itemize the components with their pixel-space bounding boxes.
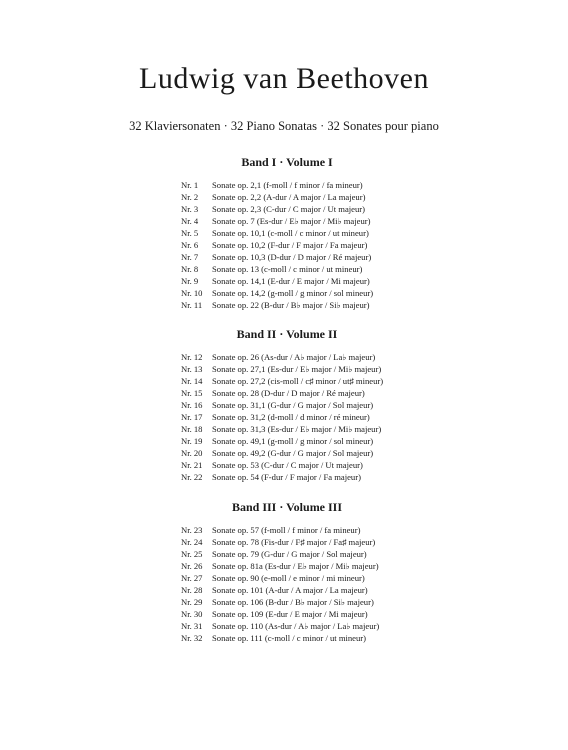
sonata-row <box>0 548 568 560</box>
sonata-number: Nr. 13 <box>181 364 203 374</box>
sonata-row <box>0 387 568 399</box>
sonata-number: Nr. 17 <box>181 412 203 422</box>
sonata-title: Sonate op. 81a (Es-dur / E♭ major / Mi♭ majeur) <box>212 561 379 571</box>
sonata-title: Sonate op. 10,3 (D-dur / D major / Ré majeur) <box>212 252 372 262</box>
sonata-title: Sonate op. 110 (As-dur / A♭ major / La♭ majeur) <box>212 621 380 631</box>
sonata-title: Sonate op. 27,2 (cis-moll / c♯ minor / ut♯ mineur) <box>212 376 384 386</box>
sonata-row <box>0 179 568 191</box>
sonata-number: Nr. 32 <box>181 633 203 643</box>
sonata-number: Nr. 1 <box>181 180 199 190</box>
sonata-number: Nr. 30 <box>181 609 203 619</box>
sonata-row <box>0 435 568 447</box>
volume-2-section <box>0 326 568 483</box>
sonata-row <box>0 524 568 536</box>
sonata-title: Sonate op. 106 (B-dur / B♭ major / Si♭ majeur) <box>212 597 374 607</box>
sonata-number: Nr. 19 <box>181 436 203 446</box>
volume-3-sonata-list <box>0 524 568 644</box>
sonata-number: Nr. 9 <box>181 276 199 286</box>
sonata-number: Nr. 27 <box>181 573 203 583</box>
sonata-row <box>0 399 568 411</box>
sonata-title: Sonate op. 13 (c-moll / c minor / ut mineur) <box>212 264 363 274</box>
sonata-number: Nr. 29 <box>181 597 203 607</box>
volume-3-section <box>0 499 568 644</box>
sonata-title: Sonate op. 49,1 (g-moll / g minor / sol mineur) <box>212 436 374 446</box>
sonata-number: Nr. 6 <box>181 240 199 250</box>
sonata-title: Sonate op. 14,1 (E-dur / E major / Mi majeur) <box>212 276 370 286</box>
sonata-row <box>0 620 568 632</box>
sonata-row <box>0 191 568 203</box>
sonata-row <box>0 351 568 363</box>
sonata-row <box>0 227 568 239</box>
sonata-title: Sonate op. 2,3 (C-dur / C major / Ut majeur) <box>212 204 365 214</box>
sonata-title: Sonate op. 26 (As-dur / A♭ major / La♭ majeur) <box>212 352 376 362</box>
sonata-title: Sonate op. 57 (f-moll / f minor / fa mineur) <box>212 525 361 535</box>
sonata-row <box>0 239 568 251</box>
sonata-title: Sonate op. 2,1 (f-moll / f minor / fa mineur) <box>212 180 363 190</box>
sonata-number: Nr. 15 <box>181 388 203 398</box>
sonata-row <box>0 251 568 263</box>
sonata-row <box>0 632 568 644</box>
sonata-row <box>0 215 568 227</box>
sonata-row <box>0 263 568 275</box>
sonata-row <box>0 572 568 584</box>
sonata-title: Sonate op. 2,2 (A-dur / A major / La majeur) <box>212 192 366 202</box>
volume-1-heading: Band I · Volume I <box>241 155 333 169</box>
sonata-title: Sonate op. 31,2 (d-moll / d minor / ré mineur) <box>212 412 370 422</box>
sonata-number: Nr. 7 <box>181 252 199 262</box>
page-subtitle: 32 Klaviersonaten · 32 Piano Sonatas · 32 Sonates pour piano <box>129 119 439 133</box>
sonata-number: Nr. 28 <box>181 585 203 595</box>
sonata-title: Sonate op. 31,3 (Es-dur / E♭ major / Mi♭ majeur) <box>212 424 382 434</box>
sonata-title: Sonate op. 78 (Fis-dur / F♯ major / Fa♯ majeur) <box>212 537 376 547</box>
sonata-number: Nr. 4 <box>181 216 199 226</box>
sonata-title: Sonate op. 54 (F-dur / F major / Fa majeur) <box>212 472 361 482</box>
sonata-title: Sonate op. 79 (G-dur / G major / Sol majeur) <box>212 549 367 559</box>
sonata-title: Sonate op. 10,2 (F-dur / F major / Fa majeur) <box>212 240 368 250</box>
sonata-title: Sonate op. 49,2 (G-dur / G major / Sol majeur) <box>212 448 374 458</box>
sonata-number: Nr. 5 <box>181 228 199 238</box>
sonata-number: Nr. 10 <box>181 288 203 298</box>
sonata-title: Sonate op. 14,2 (g-moll / g minor / sol mineur) <box>212 288 374 298</box>
sonata-number: Nr. 12 <box>181 352 203 362</box>
sonata-number: Nr. 26 <box>181 561 203 571</box>
sonata-row <box>0 203 568 215</box>
sonata-row <box>0 536 568 548</box>
sonata-row <box>0 596 568 608</box>
sonata-title: Sonate op. 22 (B-dur / B♭ major / Si♭ majeur) <box>212 300 370 310</box>
volume-2-heading: Band II · Volume II <box>236 327 338 341</box>
sonata-title: Sonate op. 28 (D-dur / D major / Ré majeur) <box>212 388 365 398</box>
sonata-title: Sonate op. 90 (e-moll / e minor / mi mineur) <box>212 573 365 583</box>
sonata-number: Nr. 22 <box>181 472 203 482</box>
sonata-row <box>0 375 568 387</box>
sonata-row <box>0 423 568 435</box>
sonata-row <box>0 287 568 299</box>
sonata-row <box>0 411 568 423</box>
volume-1-sonata-list <box>0 179 568 311</box>
sonata-row <box>0 363 568 375</box>
sonata-number: Nr. 16 <box>181 400 203 410</box>
sonata-number: Nr. 11 <box>181 300 203 310</box>
sonata-row <box>0 584 568 596</box>
sonata-number: Nr. 8 <box>181 264 199 274</box>
sonata-number: Nr. 3 <box>181 204 199 214</box>
sonata-number: Nr. 18 <box>181 424 203 434</box>
sonata-row <box>0 275 568 287</box>
sonata-title: Sonate op. 31,1 (G-dur / G major / Sol majeur) <box>212 400 374 410</box>
sonata-number: Nr. 31 <box>181 621 203 631</box>
sonata-row <box>0 447 568 459</box>
sonata-title: Sonate op. 101 (A-dur / A major / La majeur) <box>212 585 368 595</box>
sonata-row <box>0 299 568 311</box>
volume-1-section <box>0 154 568 311</box>
sonata-title: Sonate op. 109 (E-dur / E major / Mi majeur) <box>212 609 368 619</box>
sonata-number: Nr. 20 <box>181 448 203 458</box>
sonata-number: Nr. 2 <box>181 192 199 202</box>
sonata-row <box>0 608 568 620</box>
volume-2-sonata-list <box>0 351 568 483</box>
sonata-row <box>0 560 568 572</box>
sonata-row <box>0 459 568 471</box>
sonata-number: Nr. 14 <box>181 376 203 386</box>
sonata-title: Sonate op. 53 (C-dur / C major / Ut majeur) <box>212 460 363 470</box>
volume-3-heading: Band III · Volume III <box>231 500 343 514</box>
sonata-title: Sonate op. 111 (c-moll / c minor / ut mineur) <box>212 633 367 643</box>
sonata-row <box>0 471 568 483</box>
sonata-title: Sonate op. 27,1 (Es-dur / E♭ major / Mi♭ majeur) <box>212 364 382 374</box>
sonata-title: Sonate op. 10,1 (c-moll / c minor / ut mineur) <box>212 228 369 238</box>
page-title: Ludwig van Beethoven <box>139 62 429 95</box>
sonata-number: Nr. 23 <box>181 525 203 535</box>
sonata-title: Sonate op. 7 (Es-dur / E♭ major / Mi♭ majeur) <box>212 216 371 226</box>
sonata-number: Nr. 24 <box>181 537 203 547</box>
sonata-number: Nr. 25 <box>181 549 203 559</box>
sonata-number: Nr. 21 <box>181 460 203 470</box>
